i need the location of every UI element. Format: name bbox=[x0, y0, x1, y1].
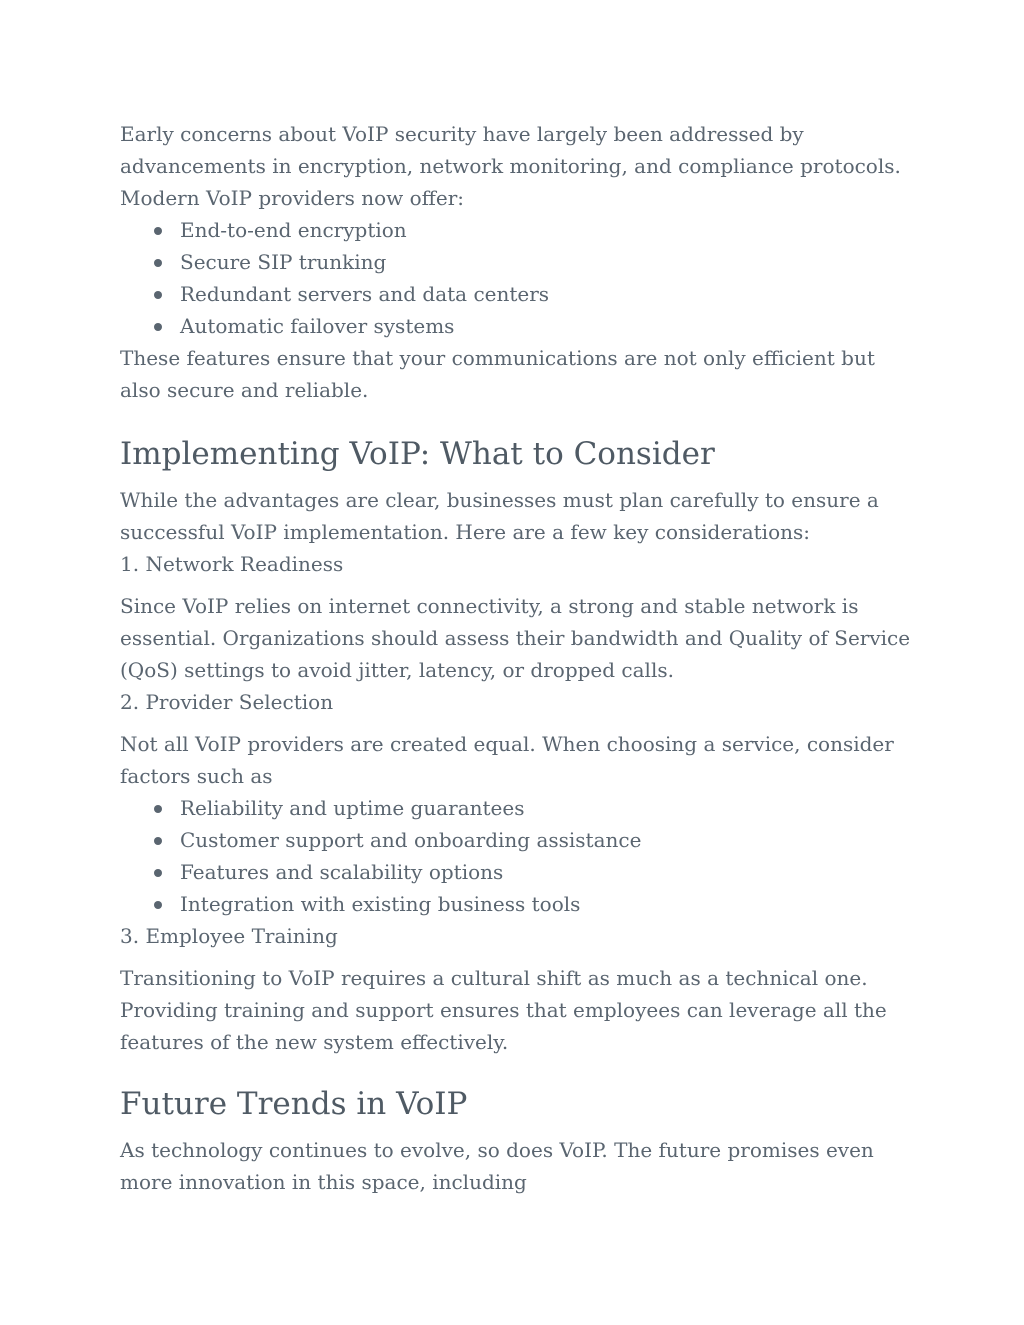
list-item: Integration with existing business tools bbox=[120, 888, 920, 920]
list-item: Reliability and uptime guarantees bbox=[120, 792, 920, 824]
list-item: End-to-end encryption bbox=[120, 214, 920, 246]
employee-training-body: Transitioning to VoIP requires a cultural shift as much as a technical one. Providing training and support ensures that employees can leverage all the features of the new system effectively. bbox=[120, 966, 887, 1054]
security-intro: Early concerns about VoIP security have largely been addressed by advancements in encryption, network monitoring, and compliance protocols. Modern VoIP providers now offer: bbox=[120, 122, 901, 210]
list-item: Redundant servers and data centers bbox=[120, 278, 920, 310]
implementing-intro: While the advantages are clear, businesses must plan carefully to ensure a successful VoIP implementation. Here are a few key considerations: bbox=[120, 488, 879, 544]
provider-selection-title: 2. Provider Selection bbox=[120, 690, 334, 714]
list-item: Customer support and onboarding assistance bbox=[120, 824, 920, 856]
implementing-heading: Implementing VoIP: What to Consider bbox=[120, 436, 715, 472]
security-features-list bbox=[120, 214, 920, 342]
future-intro: As technology continues to evolve, so does VoIP. The future promises even more innovation in this space, including bbox=[120, 1138, 874, 1194]
list-item: Automatic failover systems bbox=[120, 310, 920, 342]
network-readiness-title: 1. Network Readiness bbox=[120, 552, 344, 576]
network-readiness-body: Since VoIP relies on internet connectivity, a strong and stable network is essential. Organizations should assess their bandwidth and Quality of Service (QoS) settings to avoid jitter, latency, or dropped calls. bbox=[120, 594, 911, 682]
document-page bbox=[120, 118, 920, 1198]
list-item: Features and scalability options bbox=[120, 856, 920, 888]
provider-factors-list bbox=[120, 792, 920, 920]
security-outro: These features ensure that your communications are not only efficient but also secure and reliable. bbox=[120, 346, 875, 402]
list-item: Secure SIP trunking bbox=[120, 246, 920, 278]
provider-selection-body: Not all VoIP providers are created equal. When choosing a service, consider factors such as bbox=[120, 732, 894, 788]
future-heading: Future Trends in VoIP bbox=[120, 1086, 468, 1122]
employee-training-title: 3. Employee Training bbox=[120, 924, 338, 948]
